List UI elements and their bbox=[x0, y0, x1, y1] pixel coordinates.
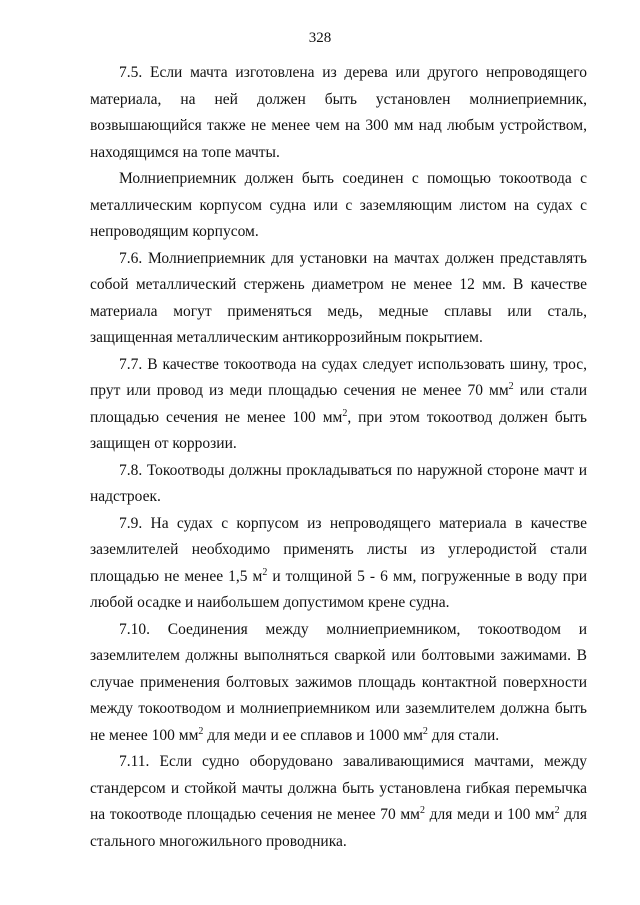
paragraph-text: , при этом токоотвод должен быть защищен от коррозии. bbox=[90, 408, 587, 452]
paragraph-text: для стали. bbox=[427, 726, 500, 744]
superscript: 2 bbox=[262, 566, 268, 578]
paragraph-text: для меди и 100 мм bbox=[424, 806, 555, 823]
paragraph-text: 7.11. Если судно оборудовано заваливающимися мачтами, между стандерсом и стойкой мачты должна быть установлена гибкая перемычка на токоотводе площадью сечения не менее 70 мм bbox=[90, 753, 587, 823]
paragraph-text: и толщиной 5 - 6 мм, погруженные в воду при любой осадке и наибольшем допустимом крене судна. bbox=[90, 567, 587, 611]
paragraph-7-9 bbox=[90, 511, 587, 617]
paragraph-text: 7.7. В качестве токоотвода на судах следует использовать шину, трос, прут или провод из меди площадью сечения не менее 70 мм bbox=[90, 355, 587, 399]
paragraph-7-8: 7.8. Токоотводы должны прокладываться по наружной стороне мачт и надстроек. bbox=[90, 461, 587, 505]
page-number: 328 bbox=[308, 30, 332, 46]
superscript: 2 bbox=[342, 407, 348, 419]
paragraph-text: для стального многожильного проводника. bbox=[90, 806, 587, 850]
superscript: 2 bbox=[198, 725, 204, 737]
paragraph-7-11 bbox=[90, 749, 587, 855]
paragraph-7-10 bbox=[90, 617, 587, 750]
paragraph-7-5: 7.5. Если мачта изготовлена из дерева или другого непроводящего материала, на ней должен быть установлен молниеприемник, возвышающийся также не менее чем на 300 мм над любым устройством, находящимся на топе мачты. bbox=[90, 64, 587, 161]
superscript: 2 bbox=[422, 725, 428, 737]
paragraph-7-7 bbox=[90, 352, 587, 458]
paragraph-7-5-continued: Молниеприемник должен быть соединен с помощью токоотвода с металлическим корпусом судна или с заземляющим листом на судах с непроводящим корпусом. bbox=[90, 170, 587, 240]
paragraph-text: для меди и ее сплавов и 1000 мм bbox=[203, 726, 423, 744]
paragraph-text: 7.10. Соединения между молниеприемником, токоотводом и заземлителем должны выполняться сваркой или болтовыми зажимами. В случае применения болтовых зажимов площадь контактной поверхности между токоотводом и молниеприемником или заземлителем должна быть не менее 100 мм bbox=[90, 620, 587, 744]
superscript: 2 bbox=[419, 805, 425, 816]
document-body bbox=[90, 60, 587, 855]
paragraph-7-6: 7.6. Молниеприемник для установки на мачтах должен представлять собой металлический стержень диаметром не менее 12 мм. В качестве материала могут применяться медь, медные сплавы или сталь, защищенная металлическим антикоррозийным покрытием. bbox=[90, 249, 587, 346]
paragraph-text: 7.9. На судах с корпусом из непроводящего материала в качестве заземлителей необходимо применять листы из углеродистой стали площадью не менее 1,5 м bbox=[90, 514, 587, 585]
superscript: 2 bbox=[554, 805, 560, 816]
paragraph-text: или стали площадью сечения не менее 100 мм bbox=[90, 382, 587, 426]
superscript: 2 bbox=[508, 381, 514, 392]
